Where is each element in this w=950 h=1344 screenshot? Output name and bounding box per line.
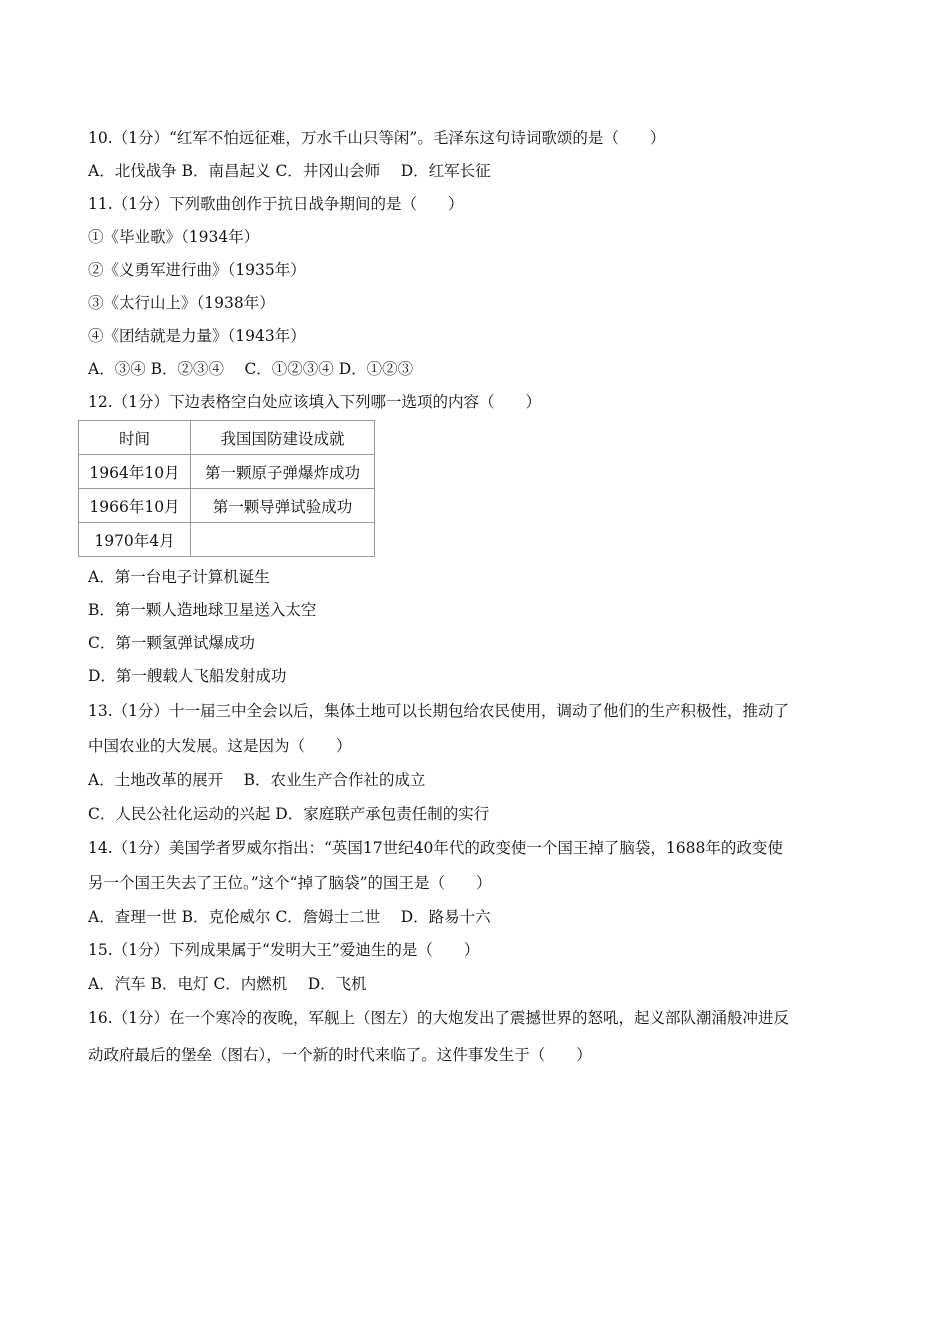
table-cell: 1964年10月 (79, 455, 191, 489)
q11-item-4: ④《团结就是力量》（1943年） (88, 327, 306, 345)
table-row (79, 455, 375, 489)
q11-stem: 11.（1分）下列歌曲创作于抗日战争期间的是（ ） (88, 195, 464, 213)
q14-stem-line2: 另一个国王失去了王位。”这个“掉了脑袋”的国王是（ ） (88, 874, 492, 892)
table-cell-blank (191, 523, 375, 557)
table-header-cell: 时间 (79, 421, 191, 455)
table-cell: 第一颗导弹试验成功 (191, 489, 375, 523)
q12-option-c: C．第一颗氢弹试爆成功 (88, 634, 255, 652)
q11-item-2: ②《义勇军进行曲》（1935年） (88, 261, 306, 279)
q13-stem-line1: 13.（1分）十一届三中全会以后，集体土地可以长期包给农民使用，调动了他们的生产积极性，推动了 (88, 702, 790, 720)
q11-item-3: ③《太行山上》（1938年） (88, 294, 275, 312)
q13-options-line1: A．土地改革的展开 B．农业生产合作社的成立 (88, 771, 426, 789)
q11-options: A．③④ B．②③④ C．①②③④ D．①②③ (88, 360, 414, 378)
q10-stem: 10.（1分）“红军不怕远征难，万水千山只等闲”。毛泽东这句诗词歌颂的是（ ） (88, 129, 666, 147)
table-cell: 1970年4月 (79, 523, 191, 557)
q13-stem-line2: 中国农业的大发展。这是因为（ ） (88, 737, 352, 755)
table-cell: 1966年10月 (79, 489, 191, 523)
table-header-row (79, 421, 375, 455)
q15-stem: 15.（1分）下列成果属于“发明大王”爱迪生的是（ ） (88, 941, 480, 959)
q12-option-a: A．第一台电子计算机诞生 (88, 568, 270, 586)
q11-item-1: ①《毕业歌》（1934年） (88, 228, 260, 246)
q12-stem: 12.（1分）下边表格空白处应该填入下列哪一选项的内容（ ） (88, 393, 542, 411)
q13-options-line2: C．人民公社化运动的兴起 D．家庭联产承包责任制的实行 (88, 805, 490, 823)
q15-options: A．汽车 B．电灯 C．内燃机 D．飞机 (88, 975, 367, 993)
table-header-cell: 我国国防建设成就 (191, 421, 375, 455)
q12-table (78, 420, 375, 557)
q16-stem-line1: 16.（1分）在一个寒冷的夜晚，军舰上（图左）的大炮发出了震撼世界的怒吼，起义部队潮涌般冲进反 (88, 1009, 790, 1027)
q14-options: A．查理一世 B．克伦威尔 C．詹姆士二世 D．路易十六 (88, 908, 491, 926)
q12-option-b: B．第一颗人造地球卫星送入太空 (88, 601, 317, 619)
table-row (79, 523, 375, 557)
q14-stem-line1: 14.（1分）美国学者罗威尔指出：“英国17世纪40年代的政变使一个国王掉了脑袋，1688年的政变使 (88, 839, 783, 857)
q10-options: A．北伐战争 B．南昌起义 C．井冈山会师 D．红军长征 (88, 162, 491, 180)
q12-option-d: D．第一艘载人飞船发射成功 (88, 667, 287, 685)
table-row (79, 489, 375, 523)
q16-stem-line2: 动政府最后的堡垒（图右），一个新的时代来临了。这件事发生于（ ） (88, 1046, 592, 1064)
table-cell: 第一颗原子弹爆炸成功 (191, 455, 375, 489)
